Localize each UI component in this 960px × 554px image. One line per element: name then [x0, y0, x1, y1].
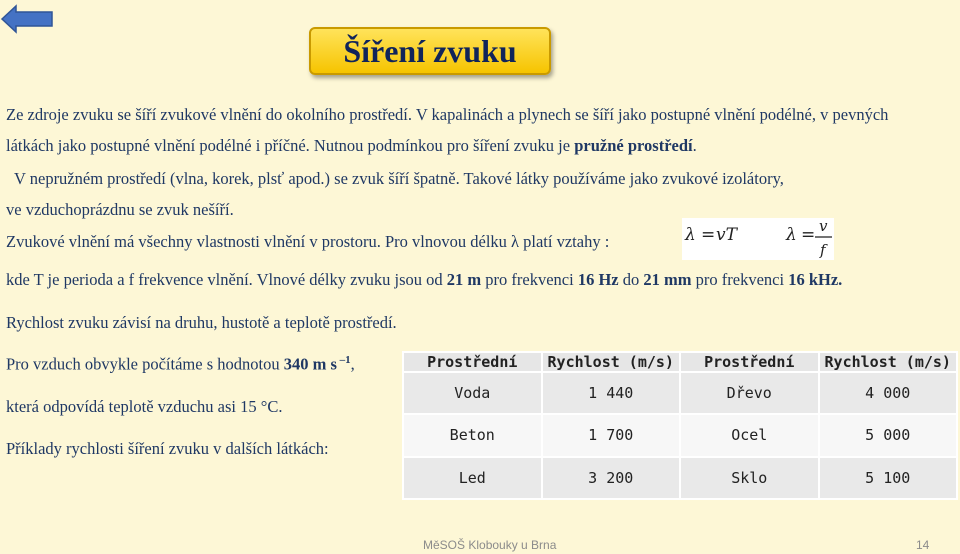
back-button[interactable]: [0, 4, 56, 34]
table-cell: 5 100: [819, 457, 958, 499]
formula-2-denominator: f: [820, 241, 826, 259]
wavelength-formula: [682, 218, 834, 260]
text-line-2-start: látkách jako postupné vlnění podélné i příčné. Nutnou podmínkou pro šíření zvuku je: [6, 136, 575, 155]
table-cell: Sklo: [680, 457, 819, 499]
formula-2-equals: =: [801, 225, 816, 245]
text-line-7: Rychlost zvuku závisí na druhu, hustotě a teplotě prostředí.: [6, 313, 397, 332]
formula-1-lambda: λ: [685, 225, 696, 245]
text-line-8-d: ,: [350, 354, 355, 374]
table-cell: 1 700: [542, 414, 681, 456]
table-cell: Beton: [403, 414, 542, 456]
text-line-6-a: kde T je perioda a f frekvence vlnění. Vlnové délky zvuku jsou od: [6, 270, 447, 289]
sound-speed-table: [402, 351, 958, 500]
text-line-10: Příklady rychlosti šíření zvuku v dalších látkách:: [6, 439, 329, 458]
table-row: [403, 372, 957, 414]
formula-1-equals: =: [701, 225, 716, 245]
text-line-6: [6, 270, 842, 290]
frequency-min: 16 Hz: [577, 270, 619, 289]
text-line-2-end: .: [692, 136, 697, 155]
table-cell: Dřevo: [680, 372, 819, 414]
table-header-cell: Prostřední: [680, 352, 819, 372]
table-row: [403, 414, 957, 456]
table-cell: 5 000: [819, 414, 958, 456]
table-cell: 4 000: [819, 372, 958, 414]
table-header-cell: Rychlost (m/s): [819, 352, 958, 372]
air-speed-value: 340 m s: [283, 354, 337, 374]
elastic-medium-term: pružné prostředí: [574, 136, 693, 155]
text-line-5: Zvukové vlnění má všechny vlastnosti vlnění v prostoru. Pro vlnovou délku λ platí vztahy :: [6, 232, 610, 251]
page-title: Šíření zvuku: [309, 27, 551, 75]
text-line-3: V nepružném prostředí (vlna, korek, plsť apod.) se zvuk šíří špatně. Takové látky používáme jako zvukové izolátory,: [14, 169, 784, 188]
page-number: 14: [916, 538, 930, 552]
footer-school: MěSOŠ Klobouky u Brna: [423, 538, 557, 552]
table-cell: Led: [403, 457, 542, 499]
text-line-4: ve vzduchoprázdnu se zvuk nešíří.: [6, 200, 234, 219]
text-line-6-c: pro frekvenci: [481, 270, 578, 289]
table-header-cell: Rychlost (m/s): [542, 352, 681, 372]
formula-1-rhs: vT: [716, 225, 737, 245]
formula-2-lambda: λ: [786, 225, 797, 245]
table-cell: 1 440: [542, 372, 681, 414]
text-line-6-e: do: [618, 270, 644, 289]
text-line-1: Ze zdroje zvuku se šíří zvukové vlnění do okolního prostředí. V kapalinách a plynech se šíří jako postupné vlnění podélné, v pevných: [6, 105, 889, 124]
table-header-cell: Prostřední: [403, 352, 542, 372]
table-cell: 3 200: [542, 457, 681, 499]
frequency-max: 16 kHz.: [788, 270, 843, 289]
left-arrow-icon: [0, 4, 56, 34]
wavelength-min: 21 m: [446, 270, 482, 289]
table-header-row: [403, 352, 957, 372]
table-cell: Voda: [403, 372, 542, 414]
table-cell: Ocel: [680, 414, 819, 456]
air-speed-exponent: –1: [336, 354, 351, 366]
text-line-9: která odpovídá teplotě vzduchu asi 15 °C.: [6, 397, 283, 416]
text-line-6-g: pro frekvenci: [691, 270, 789, 289]
formula-2-numerator: v: [819, 218, 828, 235]
text-line-8-a: Pro vzduch obvykle počítáme s hodnotou: [6, 354, 284, 374]
text-line-8: [6, 354, 355, 375]
table-row: [403, 457, 957, 499]
text-line-2: [6, 136, 697, 156]
wavelength-max: 21 mm: [643, 270, 692, 289]
